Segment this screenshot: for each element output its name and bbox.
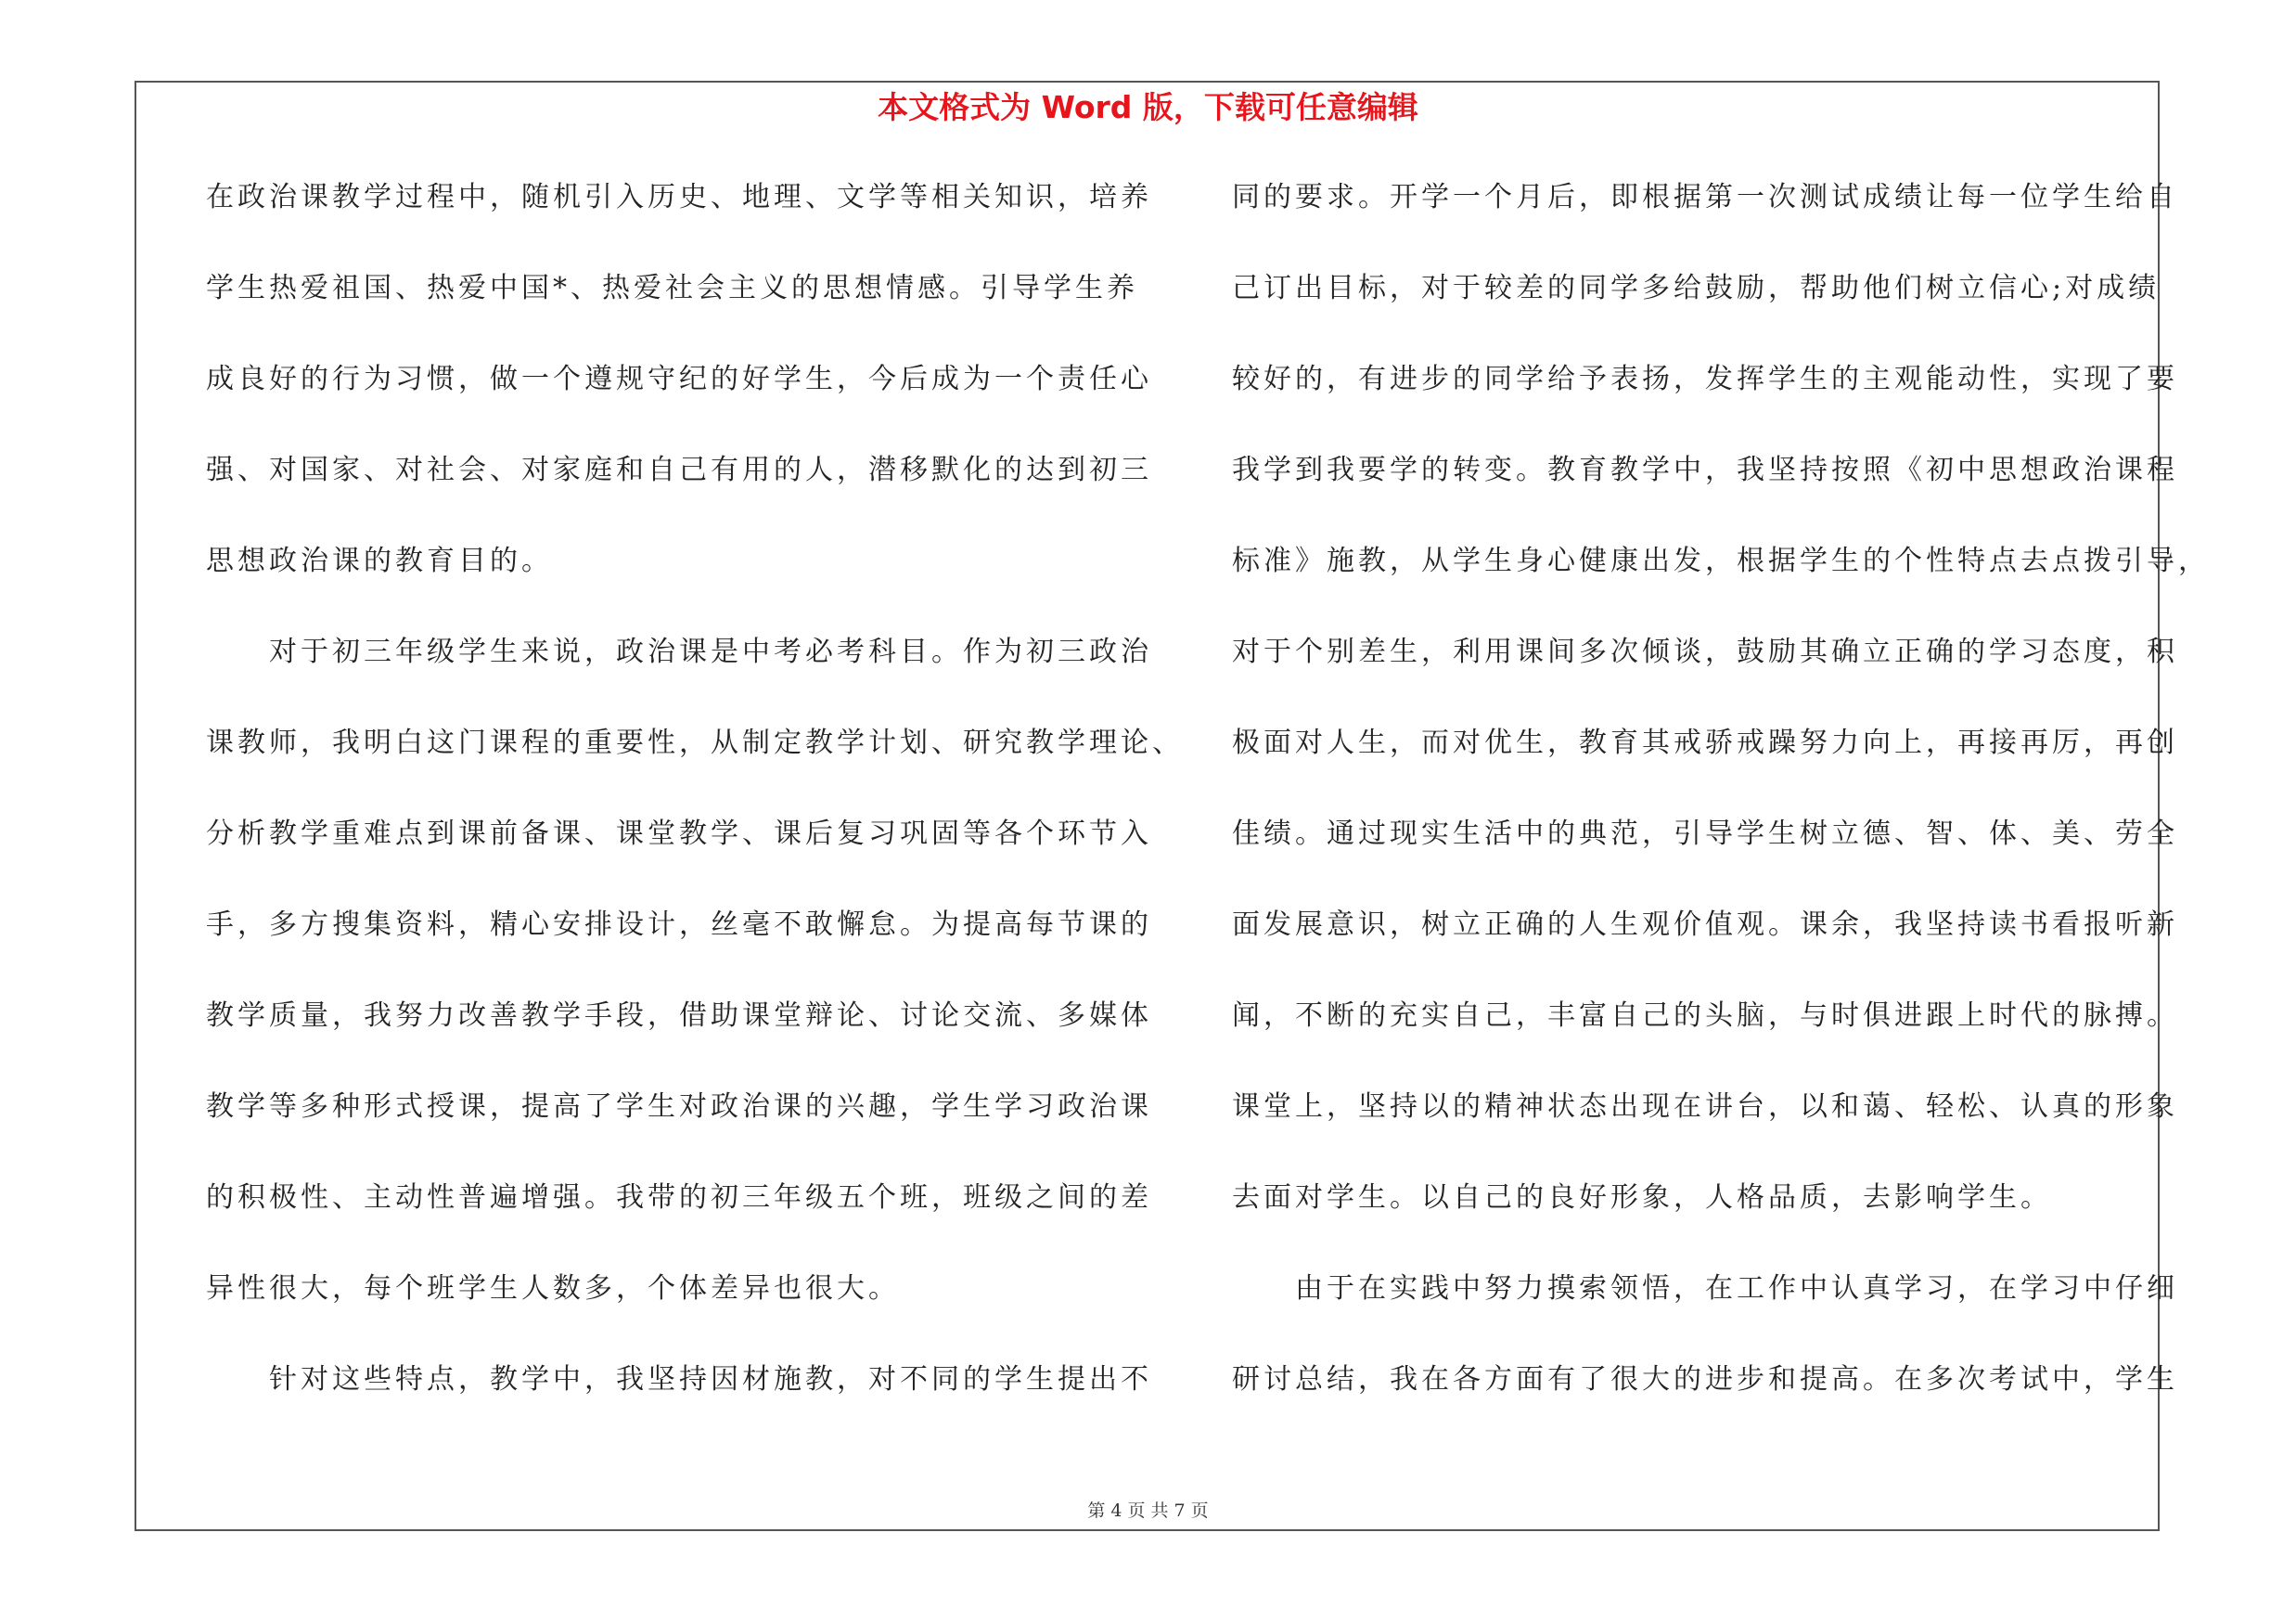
text-line: 面发展意识，树立正确的人生观价值观。课余，我坚持读书看报听新 <box>1232 908 2178 941</box>
text-line: 的积极性、主动性普遍增强。我带的初三年级五个班，班级之间的差 <box>206 1181 1152 1214</box>
text-line: 佳绩。通过现实生活中的典范，引导学生树立德、智、体、美、劳全 <box>1232 818 2178 850</box>
text-line: 教学等多种形式授课，提高了学生对政治课的兴趣，学生学习政治课 <box>206 1090 1152 1123</box>
text-line: 较好的，有进步的同学给予表扬，发挥学生的主观能动性，实现了要 <box>1232 363 2178 395</box>
text-line: 成良好的行为习惯，做一个遵规守纪的好学生，今后成为一个责任心 <box>206 363 1152 395</box>
text-line: 异性很大，每个班学生人数多，个体差异也很大。 <box>206 1272 900 1305</box>
text-line: 闻，不断的充实自己，丰富自己的头脑，与时俱进跟上时代的脉搏。 <box>1232 999 2178 1032</box>
text-line: 对于初三年级学生来说，政治课是中考必考科目。作为初三政治 <box>206 636 1152 668</box>
text-line: 在政治课教学过程中，随机引入历史、地理、文学等相关知识，培养 <box>206 181 1152 213</box>
text-line: 研讨总结，我在各方面有了很大的进步和提高。在多次考试中，学生 <box>1232 1363 2178 1396</box>
text-line: 针对这些特点，教学中，我坚持因材施教，对不同的学生提出不 <box>206 1363 1152 1396</box>
text-line: 学生热爱祖国、热爱中国*、热爱社会主义的思想情感。引导学生养 <box>206 272 1138 304</box>
text-line: 对于个别差生，利用课间多次倾谈，鼓励其确立正确的学习态度，积 <box>1232 636 2178 668</box>
text-line: 同的要求。开学一个月后，即根据第一次测试成绩让每一位学生给自 <box>1232 181 2178 213</box>
text-line: 课教师，我明白这门课程的重要性，从制定教学计划、研究教学理论、 <box>206 727 1184 759</box>
text-line: 手，多方搜集资料，精心安排设计，丝毫不敢懈怠。为提高每节课的 <box>206 908 1152 941</box>
text-line: 分析教学重难点到课前备课、课堂教学、课后复习巩固等各个环节入 <box>206 818 1152 850</box>
text-line: 由于在实践中努力摸索领悟，在工作中认真学习，在学习中仔细 <box>1232 1272 2178 1305</box>
text-line: 我学到我要学的转变。教育教学中，我坚持按照《初中思想政治课程 <box>1232 454 2178 486</box>
text-line: 强、对国家、对社会、对家庭和自己有用的人，潜移默化的达到初三 <box>206 454 1152 486</box>
text-line: 标准》施教，从学生身心健康出发，根据学生的个性特点去点拨引导， <box>1232 545 2210 577</box>
right-column <box>1232 181 2210 1457</box>
text-line: 极面对人生，而对优生，教育其戒骄戒躁努力向上，再接再厉，再创 <box>1232 727 2178 759</box>
page-number: 第 4 页 共 7 页 <box>1087 1501 1209 1521</box>
text-line: 己订出目标，对于较差的同学多给鼓励，帮助他们树立信心;对成绩 <box>1232 272 2161 304</box>
text-line: 教学质量，我努力改善教学手段，借助课堂辩论、讨论交流、多媒体 <box>206 999 1152 1032</box>
text-line: 思想政治课的教育目的。 <box>206 545 553 577</box>
text-line: 课堂上，坚持以的精神状态出现在讲台，以和蔼、轻松、认真的形象 <box>1232 1090 2178 1123</box>
left-column <box>206 181 1184 1457</box>
format-banner: 本文格式为 Word 版，下载可任意编辑 <box>878 89 1418 125</box>
text-line: 去面对学生。以自己的良好形象，人格品质，去影响学生。 <box>1232 1181 2052 1214</box>
